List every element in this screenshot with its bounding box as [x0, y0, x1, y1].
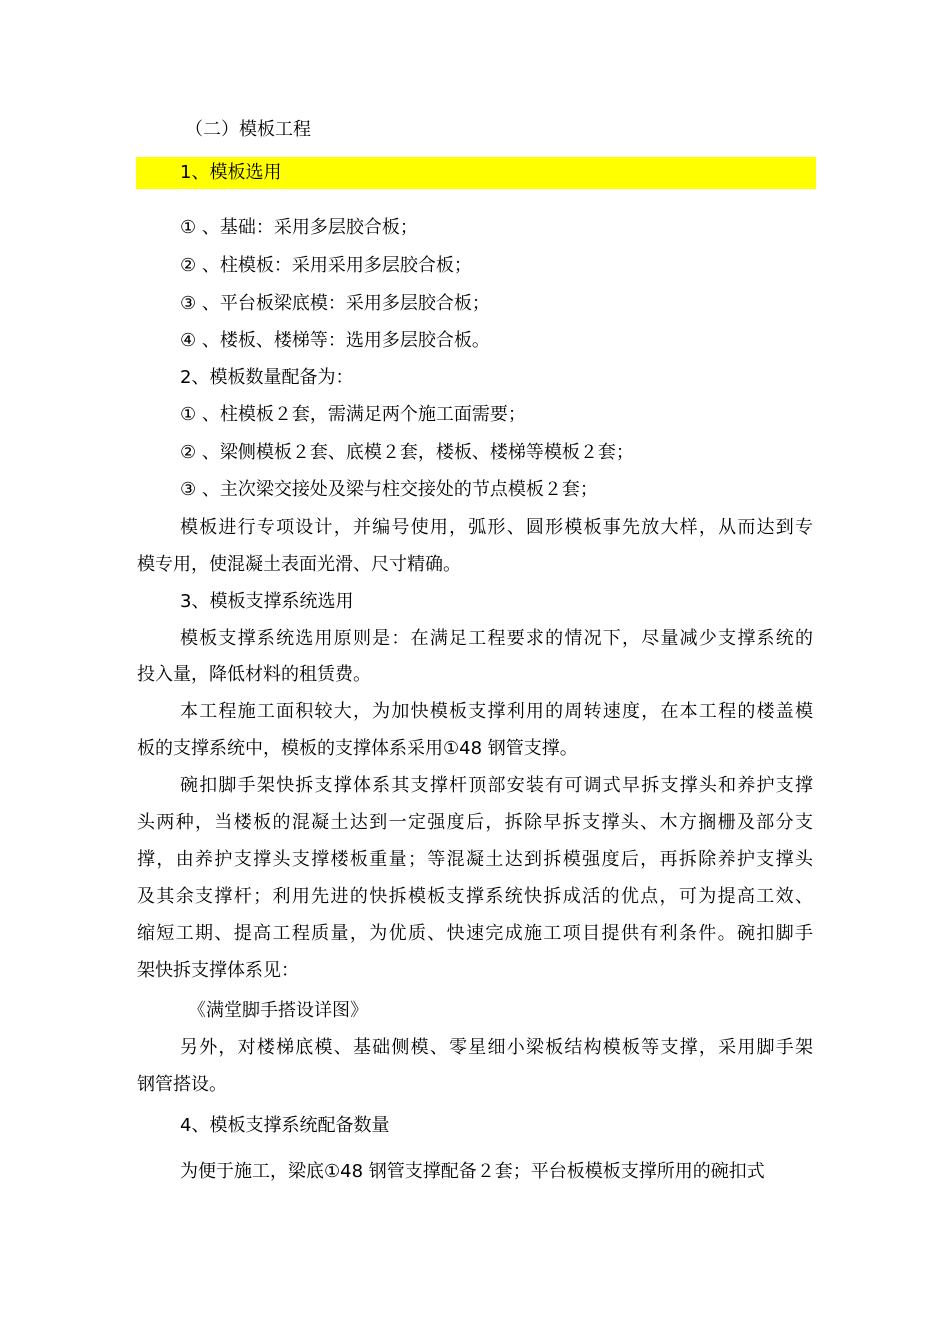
paragraph-line: 缩短工期、提高工程质量，为优质、快速完成施工项目提供有利条件。碗扣脚手 — [137, 923, 813, 944]
paragraph-line: 撑，由养护支撑头支撑楼板重量；等混凝土达到拆模强度后，再拆除养护支撑头 — [137, 849, 813, 870]
list-item: ② 、梁侧模板２套、底模２套，楼板、楼梯等模板２套； — [180, 442, 634, 463]
paragraph-line: 头两种，当楼板的混凝土达到一定强度后，拆除早拆支撑头、木方搁栅及部分支 — [137, 812, 813, 833]
paragraph-line: 另外，对楼梯底模、基础侧模、零星细小梁板结构模板等支撑，采用脚手架 — [180, 1037, 813, 1058]
list-item: ① 、基础：采用多层胶合板； — [180, 217, 418, 238]
paragraph-line: 板的支撑系统中，模板的支撑体系采用①48 钢管支撑。 — [137, 738, 578, 759]
paragraph-line: 为便于施工，梁底①48 钢管支撑配备２套；平台板模板支撑所用的碗扣式 — [180, 1161, 765, 1182]
figure-reference: 《满堂脚手搭设详图》 — [188, 1000, 368, 1021]
section-title: （二）模板工程 — [185, 119, 311, 140]
paragraph-line: 钢管搭设。 — [137, 1074, 227, 1095]
list-item: ④ 、楼板、楼梯等：选用多层胶合板。 — [180, 330, 490, 351]
paragraph-line: 模专用，使混凝土表面光滑、尺寸精确。 — [137, 554, 461, 575]
list-item: ② 、柱模板：采用采用多层胶合板； — [180, 255, 472, 276]
heading-1: 1、模板选用 — [180, 162, 282, 183]
paragraph-line: 模板支撑系统选用原则是：在满足工程要求的情况下，尽量减少支撑系统的 — [180, 628, 813, 649]
heading-3: 3、模板支撑系统选用 — [180, 591, 354, 612]
list-item: ③ 、主次梁交接处及梁与柱交接处的节点模板２套； — [180, 479, 598, 500]
heading-4: 4、模板支撑系统配备数量 — [180, 1115, 390, 1136]
list-item: ① 、柱模板２套，需满足两个施工面需要； — [180, 404, 526, 425]
paragraph-line: 架快拆支撑体系见： — [137, 960, 299, 981]
paragraph-line: 模板进行专项设计，并编号使用，弧形、圆形模板事先放大样，从而达到专 — [180, 517, 813, 538]
paragraph-line: 投入量，降低材料的租赁费。 — [137, 664, 371, 685]
paragraph-line: 及其余支撑杆；利用先进的快拆模板支撑系统快拆成活的优点，可为提高工效、 — [137, 886, 813, 907]
heading-2: 2、模板数量配备为： — [180, 367, 354, 388]
list-item: ③ 、平台板梁底模：采用多层胶合板； — [180, 293, 490, 314]
paragraph-line: 碗扣脚手架快拆支撑体系其支撑杆顶部安装有可调式早拆支撑头和养护支撑 — [180, 775, 813, 796]
paragraph-line: 本工程施工面积较大，为加快模板支撑利用的周转速度，在本工程的楼盖模 — [180, 701, 813, 722]
